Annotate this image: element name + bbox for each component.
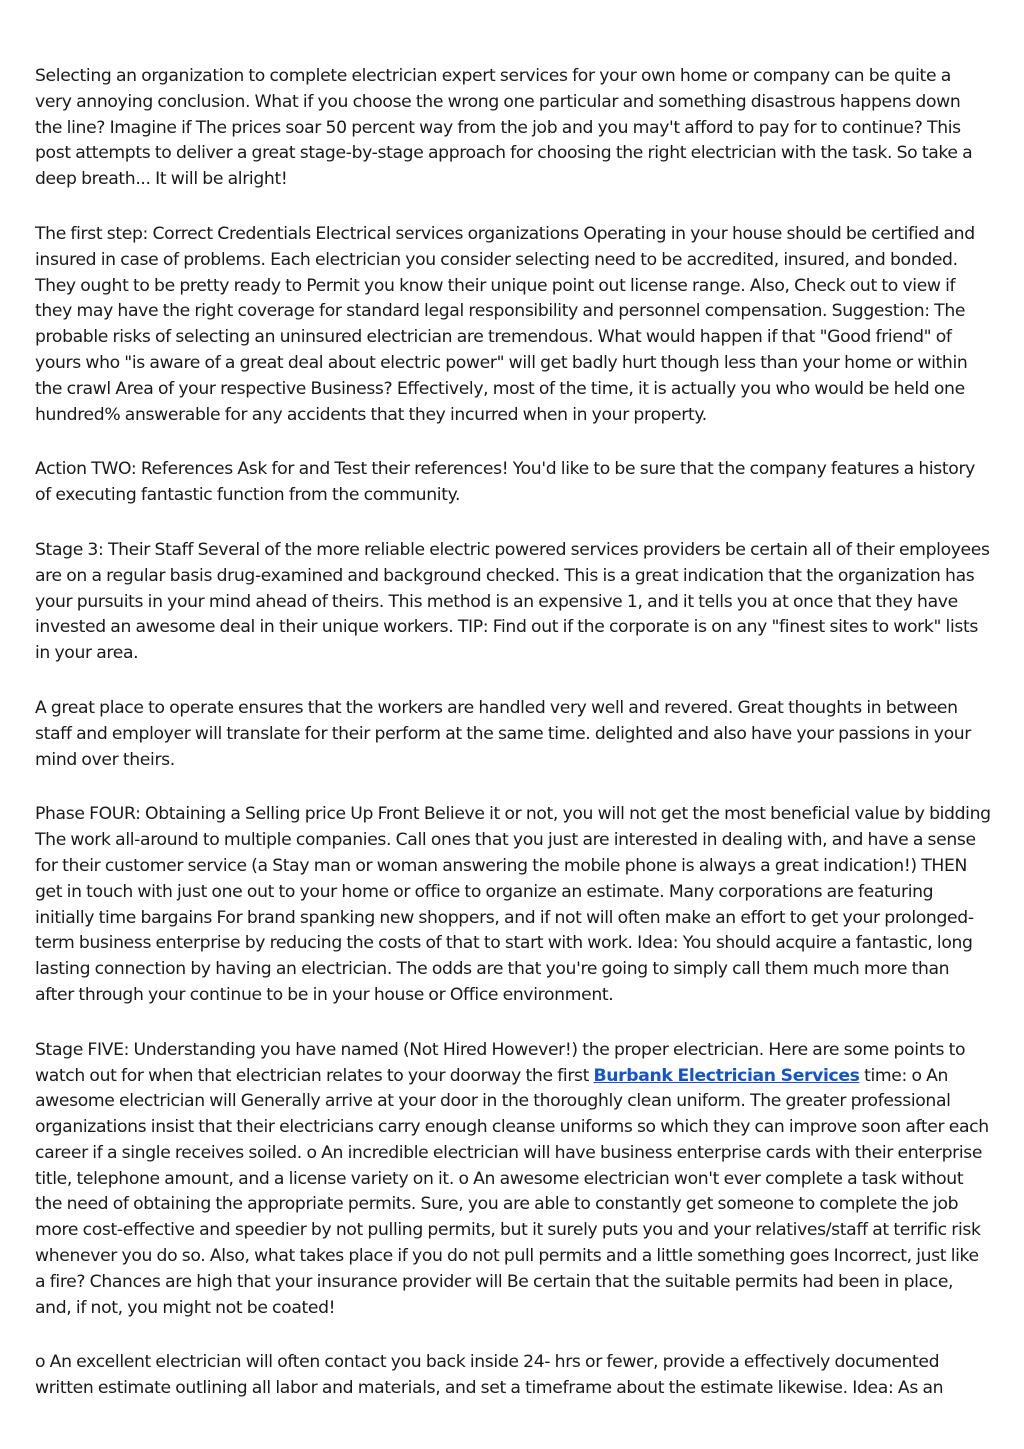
paragraph-step-five-electrician bbox=[35, 1038, 991, 1322]
paragraph-text-before-link: Stage FIVE: Understanding you have named (Not Hired However!) the proper electrician. Here are some points to watch out for when that electrician relates to your doorway the first bbox=[35, 1039, 966, 1086]
paragraph-text-after-link: time: o An awesome electrician will Generally arrive at your door in the thoroughly clean uniform. The greater professional organizations insist that their electricians carry enough cleanse uniforms so which they can improve soon after each career if a single receives soiled. o An incredible electrician will have business enterprise cards with their enterprise title, telephone amount, and a license variety on it. o An awesome electrician won't ever complete a task without the need of obtaining the appropriate permits. Sure, you are able to constantly get someone to complete the job more cost-effective and speedier by not pulling permits, but it surely puts you and your relatives/staff at terrific risk whenever you do so. Also, what takes place if you do not pull permits and a little something goes Incorrect, just like a fire? Chances are high that your insurance provider will Be certain that the suitable permits had been in place, and, if not, you might not be coated! bbox=[35, 1065, 989, 1318]
document-body bbox=[35, 64, 991, 1431]
burbank-electrician-services-link[interactable]: Burbank Electrician Services bbox=[593, 1065, 860, 1086]
paragraph-excellent-electrician: o An excellent electrician will often contact you back inside 24- hrs or fewer, provide a effectively documented written estimate outlining all labor and materials, and set a timeframe about the estimate likewise. Idea: As an bbox=[35, 1352, 944, 1399]
paragraph-step-four-price: Phase FOUR: Obtaining a Selling price Up Front Believe it or not, you will not get the most beneficial value by bidding The work all-around to multiple companies. Call ones that you just are interested in dealing with, and have a sense for their customer service (a Stay man or woman answering the mobile phone is always a great indication!) THEN get in touch with just one out to your home or office to organize an estimate. Many corporations are featuring initially time bargains For brand spanking new shoppers, and if not will often make an effort to get your prolonged-term business enterprise by reducing the costs of that to start with work. Idea: You should acquire a fantastic, long lasting connection by having an electrician. The odds are that you're going to simply call them much more than after through your continue to be in your house or Office environment. bbox=[35, 804, 991, 1005]
paragraph-intro: Selecting an organization to complete electrician expert services for your own home or company can be quite a very annoying conclusion. What if you choose the wrong one particular and something disastrous happens down the line? Imagine if The prices soar 50 percent way from the job and you may't afford to pay for to continue? This post attempts to deliver a great stage-by-stage approach for choosing the right electrician with the task. So take a deep breath... It will be alright! bbox=[35, 66, 973, 190]
paragraph-great-place: A great place to operate ensures that the workers are handled very well and revered. Great thoughts in between staff and employer will translate for their perform at the same time. delighted and also have your passions in your mind over theirs. bbox=[35, 697, 972, 770]
paragraph-step-one-credentials: The first step: Correct Credentials Electrical services organizations Operating in your house should be certified and insured in case of problems. Each electrician you consider selecting need to be accredited, insured, and bonded. They ought to be pretty ready to Permit you know their unique point out license range. Also, Check out to view if they may have the right coverage for standard legal responsibility and personnel compensation. Suggestion: The probable risks of selecting an uninsured electrician are tremendous. What would happen if that "Good friend" of yours who "is aware of a great deal about electric power" will get badly hurt though less than your home or within the crawl Area of your respective Business? Effectively, most of the time, it is actually you who would be held one hundred% answerable for any accidents that they incurred when in your property. bbox=[35, 223, 975, 425]
paragraph-step-two-references: Action TWO: References Ask for and Test their references! You'd like to be sure that the company features a history of executing fantastic function from the community. bbox=[35, 459, 975, 506]
paragraph-step-three-staff: Stage 3: Their Staff Several of the more reliable electric powered services providers be certain all of their employees are on a regular basis drug-examined and background checked. This is a great indication that the organization has your pursuits in your mind ahead of theirs. This method is an expensive 1, and it tells you at once that they have invested an awesome deal in their unique workers. TIP: Find out if the corporate is on any "finest sites to work" lists in your area. bbox=[35, 539, 990, 664]
